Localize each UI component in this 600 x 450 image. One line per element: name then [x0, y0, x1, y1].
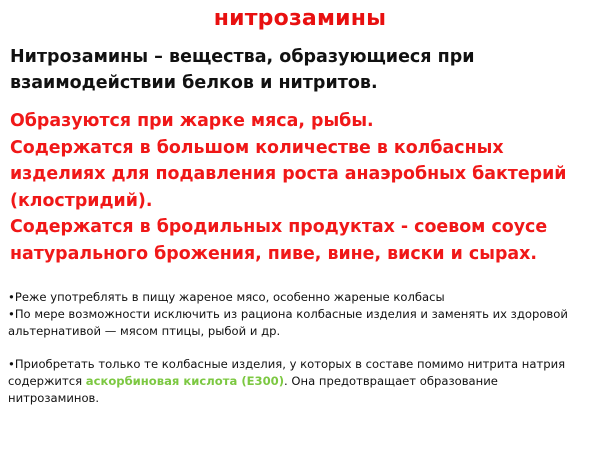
- recommendation-item: •Реже употреблять в пищу жареное мясо, особенно жареные колбасы: [8, 290, 445, 304]
- recommendation-item: •По мере возможности исключить из рациона колбасные изделия и заменять их здоровой альтернативой — мясом птицы, рыбой и др.: [8, 307, 568, 338]
- definition-text: Нитрозамины – вещества, образующиеся при взаимодействии белков и нитритов.: [10, 47, 475, 93]
- recommendation-text-before: •Приобретать только те колбасные изделия, у которых в составе помимо нитрита натрия содержится: [8, 357, 566, 388]
- ascorbic-acid-highlight: аскорбиновая кислота (Е300): [85, 374, 285, 388]
- fact-fermented: Содержатся в бродильных продуктах - соевом соусе натурального брожения, пиве, вине, виски и сырах.: [10, 217, 548, 264]
- recommendations-block: [8, 289, 592, 407]
- recommendation-text-after: . Она предотвращает образование нитрозаминов.: [8, 374, 498, 405]
- recommendation-item-ascorbic: [8, 356, 592, 407]
- slide-title: нитрозамины: [213, 6, 387, 31]
- fact-sausages: Содержатся в большом количестве в колбасных изделиях для подавления роста анаэробных бактерий (клостридий).: [10, 137, 567, 211]
- facts-block: [10, 108, 595, 267]
- fact-frying: Образуются при жарке мяса, рыбы.: [10, 111, 374, 131]
